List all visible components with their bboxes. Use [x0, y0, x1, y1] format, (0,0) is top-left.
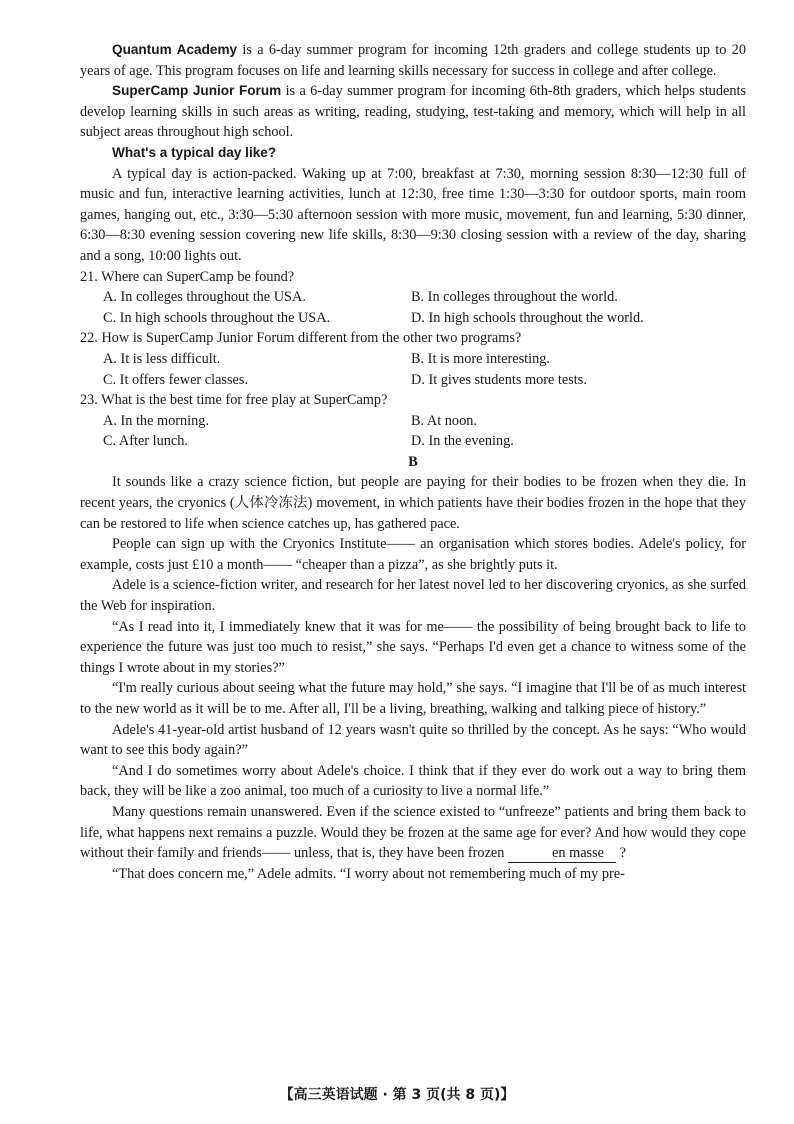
question-stem: 23. What is the best time for free play at SuperCamp? — [80, 392, 388, 409]
option-a: A. It is less difficult. — [103, 350, 221, 367]
quantum-academy-text: is a 6-day summer program for incoming 12th graders and college students up to 20 years of age. This program focuses on life and learning skills necessary for success in college and after college. — [80, 42, 746, 79]
question-22 — [80, 328, 746, 390]
passage-b-paragraph-7: “And I do sometimes worry about Adele's choice. I think that if they ever do work out a way to bring them back, they will be like a zoo animal, too much of a curiosity to live a normal life.” — [80, 762, 746, 800]
option-b: B. It is more interesting. — [411, 350, 550, 367]
options-grid — [80, 287, 746, 328]
passage-b-paragraph-4: “As I read into it, I immediately knew that it was for me—— the possibility of being brought back to life to experience the future was just too much to resist,” she says. “Perhaps I'd even get a chance to witness some of the things I wrote about in my stories?” — [80, 618, 746, 676]
option-c: C. After lunch. — [103, 433, 188, 450]
passage-b-paragraph-9: “That does concern me,” Adele admits. “I worry about not remembering much of my pre- — [112, 865, 625, 882]
option-a: A. In the morning. — [103, 412, 210, 429]
typical-day-heading: What's a typical day like? — [112, 144, 277, 160]
option-a: A. In colleges throughout the USA. — [103, 289, 306, 306]
option-c: C. It offers fewer classes. — [103, 371, 249, 388]
paragraph-8-end: ? — [616, 845, 626, 862]
passage-b-paragraph-1: It sounds like a crazy science fiction, but people are paying for their bodies to be frozen when they die. In recent years, the cryonics (人体冷冻法) movement, in which patients have their bodies frozen in the hope that they can be restored to life when science catches up, has gathered pace. — [80, 474, 746, 532]
passage-b-paragraph-5: “I'm really curious about seeing what the future may hold,” she says. “I imagine that I'll be of as much interest to the new world as it will be to me. After all, I'll be a living, breathing, walking and talking piece of history.” — [80, 680, 746, 717]
options-grid — [80, 411, 746, 452]
junior-forum-title: SuperCamp Junior Forum — [112, 83, 282, 99]
passage-b-paragraph-8 — [80, 802, 746, 864]
option-b: B. At noon. — [411, 412, 477, 429]
typical-day-paragraph: A typical day is action-packed. Waking up at 7:00, breakfast at 7:30, morning session 8:30—12:30 full of music and fun, interactive learning activities, lunch at 12:30, free time 1:30—3:30 for outdoor sports, main room games, hanging out, etc., 3:30—5:30 afternoon session with more music, movement, fun and learning, 5:30 dinner, 6:30—8:30 evening session covering new life skills, 8:30—9:30 closing session with a review of the day, sharing and a song, 10:00 lights out. — [80, 165, 746, 264]
option-b: B. In colleges throughout the world. — [411, 289, 618, 306]
question-stem: 21. Where can SuperCamp be found? — [80, 268, 295, 285]
page-content — [80, 40, 746, 884]
passage-b-paragraph-6: Adele's 41-year-old artist husband of 12 years wasn't quite so thrilled by the concept. As he says: “Who would want to see this body again?” — [80, 721, 746, 759]
page-footer: 【高三英语试题 · 第 3 页(共 8 页)】 — [279, 1087, 515, 1103]
section-b-label: B — [408, 453, 418, 470]
underlined-term: en masse — [508, 845, 616, 863]
option-d: D. It gives students more tests. — [411, 371, 587, 388]
option-c: C. In high schools throughout the USA. — [103, 309, 331, 326]
question-stem: 22. How is SuperCamp Junior Forum different from the other two programs? — [80, 330, 522, 347]
option-d: D. In high schools throughout the world. — [411, 309, 644, 326]
option-d: D. In the evening. — [411, 433, 514, 450]
junior-forum-paragraph — [80, 81, 746, 143]
options-grid — [80, 349, 746, 390]
passage-b-paragraph-3: Adele is a science-fiction writer, and research for her latest novel led to her discovering cryonics, as she surfed the Web for inspiration. — [80, 577, 746, 615]
question-21 — [80, 267, 746, 329]
passage-b-paragraph-2: People can sign up with the Cryonics Institute—— an organisation which stores bodies. Adele's policy, for example, costs just £10 a month—— “cheaper than a pizza”, as she brightly puts it. — [80, 536, 746, 573]
quantum-academy-title: Quantum Academy — [112, 42, 238, 57]
quantum-academy-paragraph — [80, 40, 746, 81]
paragraph-8-text: Many questions remain unanswered. Even if the science existed to “unfreeze” patients and bring them back to life, what happens next remains a puzzle. Would they be frozen at the same age for ever? And how would they cope without their family and friends—— unless, that is, they have been frozen — [80, 803, 746, 862]
question-23 — [80, 390, 746, 452]
junior-forum-text: is a 6-day summer program for incoming 6th-8th graders, which helps students develop learning skills in such areas as writing, reading, studying, test-taking and memory, which will help in all subject areas throughout high school. — [80, 83, 747, 141]
